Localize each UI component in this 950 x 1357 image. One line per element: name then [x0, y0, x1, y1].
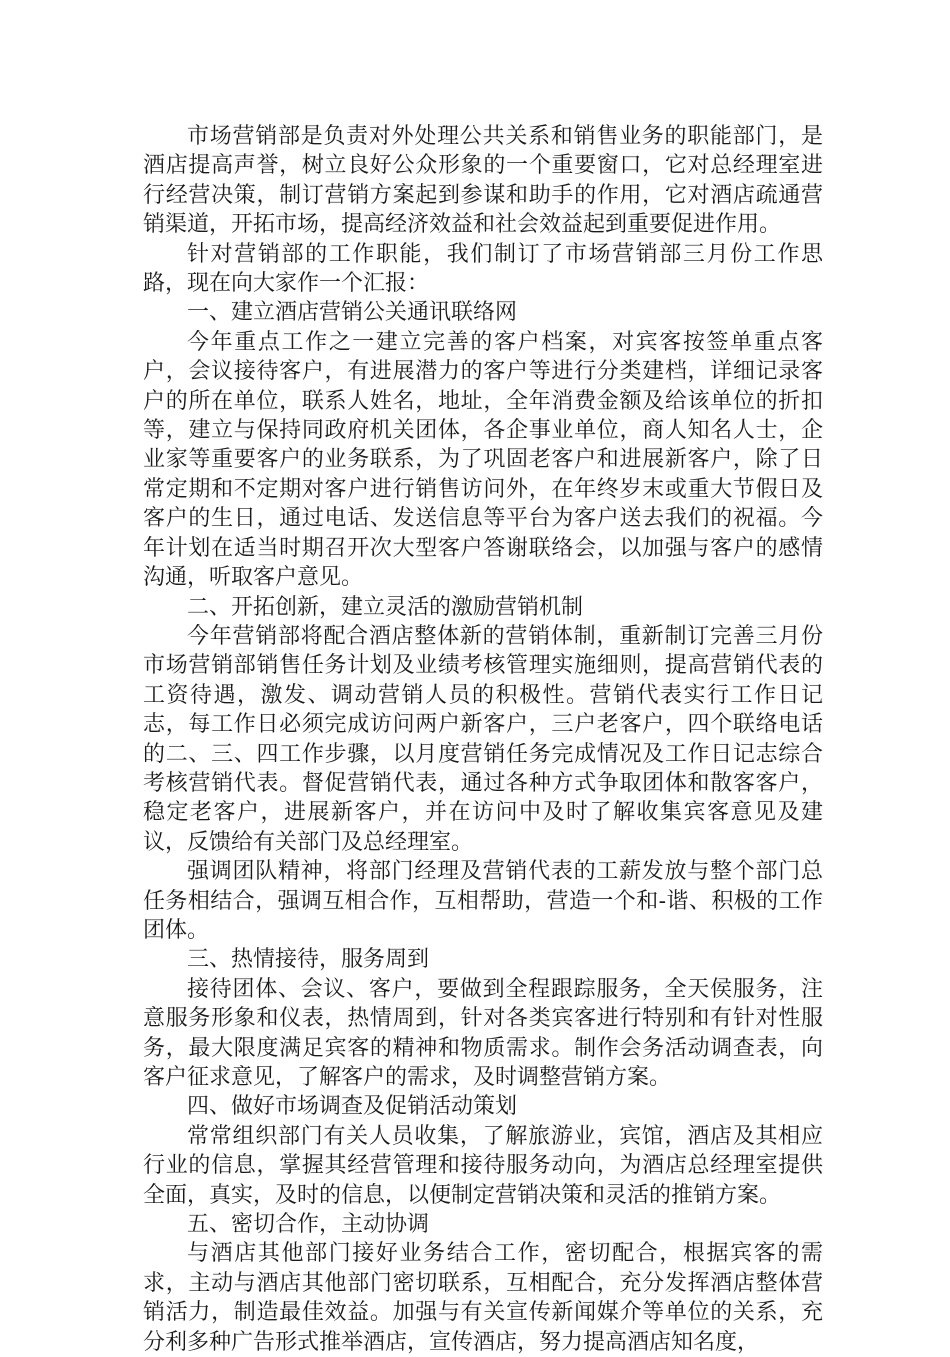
paragraph-section-3: 接待团体、会议、客户，要做到全程跟踪服务，全天侯服务，注意服务形象和仪表，热情周到，针对各类宾客进行特别和有针对性服务，最大限度满足宾客的精神和物质需求。制作会务活动调查表，向客户征求意见，了解客户的需求，及时调整营销方案。 — [143, 976, 823, 1090]
paragraph-section-2b: 强调团队精神，将部门经理及营销代表的工薪发放与整个部门总任务相结合，强调互相合作，互相帮助，营造一个和-谐、积极的工作团体。 — [143, 859, 823, 943]
paragraph-section-4: 常常组织部门有关人员收集，了解旅游业，宾馆，酒店及其相应行业的信息，掌握其经营管理和接待服务动向，为酒店总经理室提供全面，真实，及时的信息，以便制定营销决策和灵活的推销方案。 — [143, 1123, 823, 1208]
paragraph-section-5: 与酒店其他部门接好业务结合工作，密切配合，根据宾客的需求，主动与酒店其他部门密切联系，互相配合，充分发挥酒店整体营销活力，制造最佳效益。加强与有关宣传新闻媒介等单位的关系，充分利多种广告形式推举酒店，宣传酒店，努力提高酒店知名度， — [143, 1241, 823, 1355]
document-body — [143, 122, 823, 1357]
section-heading-2: 二、开拓创新，建立灵活的激励营销机制 — [187, 594, 584, 620]
paragraph-section-2a: 今年营销部将配合酒店整体新的营销体制，重新制订完善三月份市场营销部销售任务计划及业绩考核管理实施细则，提高营销代表的工资待遇，激发、调动营销人员的积极性。营销代表实行工作日记志，每工作日必须完成访问两户新客户，三户老客户，四个联络电话的二、三、四工作步骤，以月度营销任务完成情况及工作日记志综合考核营销代表。督促营销代表，通过各种方式争取团体和散客客户，稳定老客户，进展新客户，并在访问中及时了解收集宾客意见及建议，反馈给有关部门及总经理室。 — [143, 623, 823, 855]
section-heading-3: 三、热情接待，服务周到 — [187, 947, 430, 973]
section-heading-1: 一、建立酒店营销公关通讯联络网 — [187, 300, 518, 326]
paragraph-overview: 针对营销部的工作职能，我们制订了市场营销部三月份工作思路，现在向大家作一个汇报： — [143, 241, 823, 297]
section-heading-5: 五、密切合作，主动协调 — [187, 1212, 430, 1238]
section-heading-4: 四、做好市场调查及促销活动策划 — [187, 1094, 518, 1120]
paragraph-section-1: 今年重点工作之一建立完善的客户档案，对宾客按签单重点客户，会议接待客户，有进展潜力的客户等进行分类建档，详细记录客户的所在单位，联系人姓名，地址，全年消费金额及给该单位的折扣等，建立与保持同政府机关团体，各企事业单位，商人知名人士，企业家等重要客户的业务联系，为了巩固老客户和进展新客户，除了日常定期和不定期对客户进行销售访问外，在年终岁末或重大节假日及客户的生日，通过电话、发送信息等平台为客户送去我们的祝福。今年计划在适当时期召开次大型客户答谢联络会，以加强与客户的感情沟通，听取客户意见。 — [143, 329, 823, 591]
paragraph-intro: 市场营销部是负责对外处理公共关系和销售业务的职能部门，是酒店提高声誉，树立良好公众形象的一个重要窗口，它对总经理室进行经营决策，制订营销方案起到参谋和助手的作用，它对酒店疏通营销渠道，开拓市场，提高经济效益和社会效益起到重要促进作用。 — [143, 124, 823, 238]
